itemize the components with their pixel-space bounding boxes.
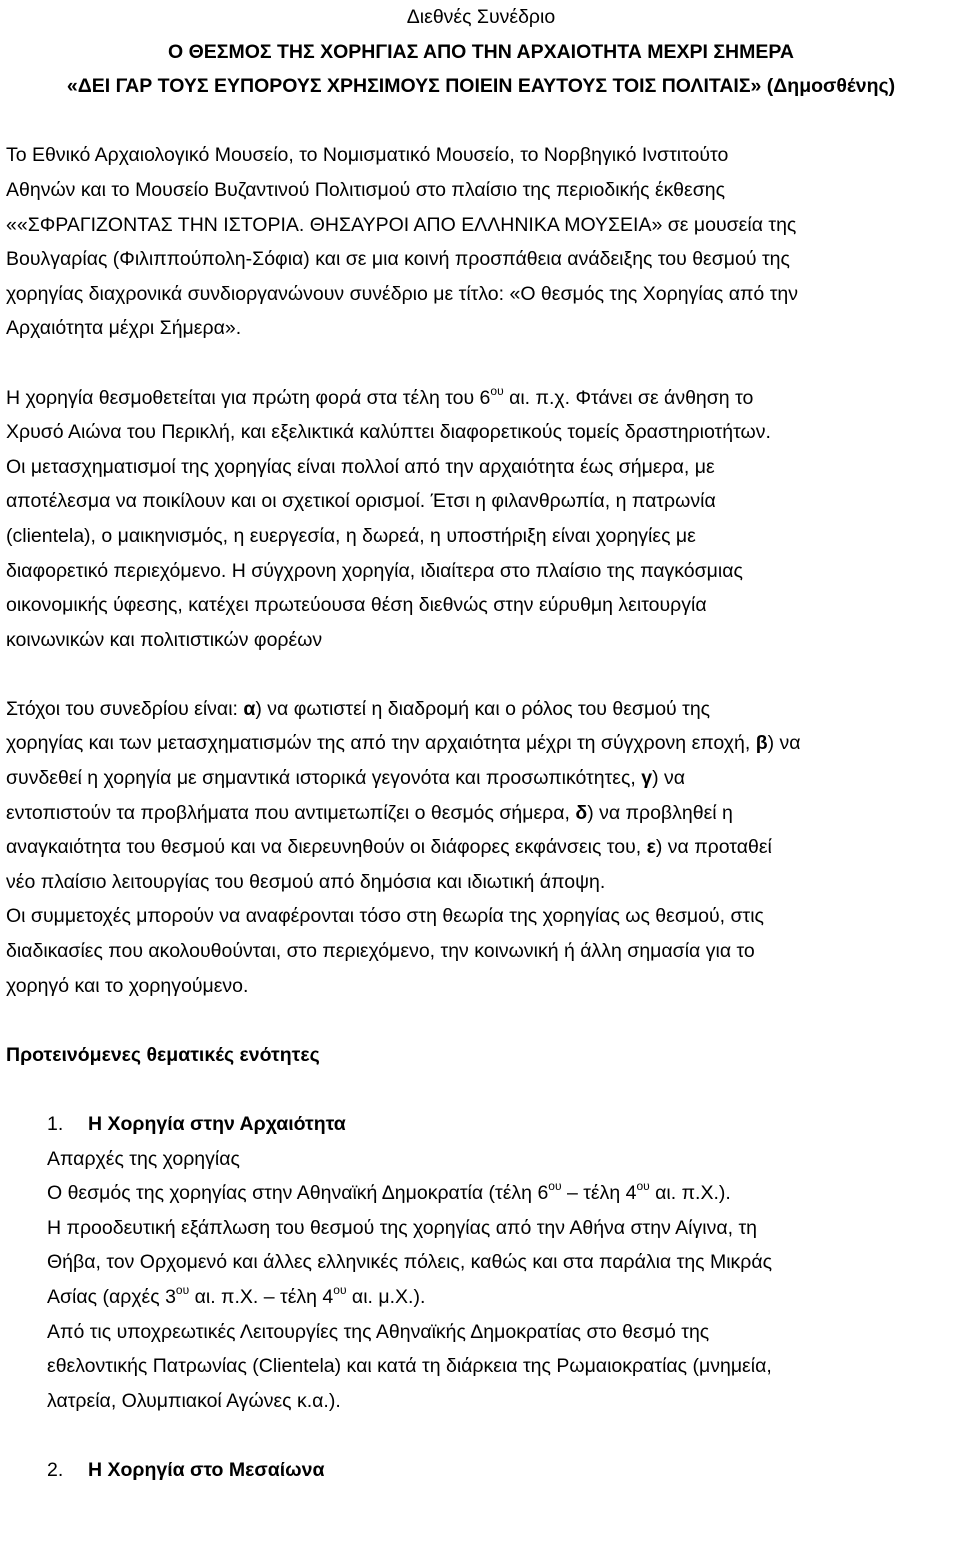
goal-marker: γ: [641, 767, 653, 790]
text-line: Το Εθνικό Αρχαιολογικό Μουσείο, το Νομισματικό Μουσείο, το Νορβηγικό Ινστιτούτο: [6, 144, 729, 167]
text-line: Βουλγαρίας (Φιλιππούπολη-Σόφια) και σε μια κοινή προσπάθεια ανάδειξης του θεσμού της: [6, 248, 790, 271]
text-line: εντοπιστούν τα προβλήματα που αντιμετωπίζει ο θεσμός σήμερα, δ) να προβληθεί η: [6, 801, 733, 824]
text-line: Ο θεσμός της χορηγίας στην Αθηναϊκή Δημοκρατία (τέλη $6^{o\upsilon}$ – τέλη $4^{o\upsilon}$ αι. π.Χ.).: [47, 1179, 731, 1205]
text-line: χορηγό και το χορηγούμενο.: [6, 974, 249, 997]
text-line: οικονομικής ύφεσης, κατέχει πρωτεύουσα θέση διεθνώς στην εύρυθμη λειτουργία: [6, 594, 707, 617]
text-line: Χρυσό Αιώνα του Περικλή, και εξελικτικά καλύπτει διαφορετικούς τομείς δραστηριοτήτων.: [6, 421, 771, 444]
history-paragraph: [6, 381, 956, 658]
ordinal-superscript: ου: [490, 383, 504, 398]
intro-paragraph: [6, 138, 956, 346]
topic-title: 1. Η Χορηγία στην Αρχαιότητα: [6, 1107, 956, 1142]
text-line: (clientela), ο μαικηνισμός, η ευεργεσία, η δωρεά, η υποστήριξη είναι χορηγίες με: [6, 524, 696, 547]
text-line: Απαρχές της χορηγίας: [47, 1147, 240, 1170]
topic-item-1: [6, 1107, 956, 1418]
conference-title: Ο ΘΕΣΜΟΣ ΤΗΣ ΧΟΡΗΓΙΑΣ ΑΠΟ ΤΗΝ ΑΡΧΑΙΟΤΗΤΑ ΜΕΧΡΙ ΣΗΜΕΡΑ: [168, 40, 794, 63]
text-line: συνδεθεί η χορηγία με σημαντικά ιστορικά γεγονότα και προσωπικότητες, γ) να: [6, 767, 686, 790]
text-line: χορηγίας και των μετασχηματισμών της από την αρχαιότητα μέχρι τη σύγχρονη εποχή, β) να: [6, 732, 801, 755]
text-line: αποτέλεσμα να ποικίλουν και οι σχετικοί ορισμοί. Έτσι η φιλανθρωπία, η πατρωνία: [6, 490, 716, 513]
text-line: αναγκαιότητα του θεσμού και να διερευνηθούν οι διάφορες εκφάνσεις του, ε) να προταθεί: [6, 836, 772, 859]
text-line: Οι μετασχηματισμοί της χορηγίας είναι πολλοί από την αρχαιότητα έως σήμερα, με: [6, 455, 715, 478]
goal-marker: α: [243, 697, 256, 720]
document-page: [6, 0, 956, 1488]
text-line: διαφορετικό περιεχόμενο. Η σύγχρονη χορηγία, ιδιαίτερα στο πλαίσιο της παγκόσμιας: [6, 559, 743, 582]
list-number: 1.: [47, 1113, 64, 1135]
text-line: Οι συμμετοχές μπορούν να αναφέρονται τόσο στη θεωρία της χορηγίας ως θεσμού, στις: [6, 905, 764, 928]
text-line: Αρχαιότητα μέχρι Σήμερα».: [6, 317, 242, 340]
conference-motto: «ΔΕΙ ΓΑΡ ΤΟΥΣ ΕΥΠΟΡΟΥΣ ΧΡΗΣΙΜΟΥΣ ΠΟΙΕΙΝ ΕΑΥΤΟΥΣ ΤΟΙΣ ΠΟΛΙΤΑΙΣ» (Δημοσθένης): [66, 75, 896, 98]
text-line: Η προοδευτική εξάπλωση του θεσμού της χορηγίας από την Αθήνα στην Αίγινα, τη: [47, 1216, 757, 1239]
text-line: χορηγίας διαχρονικά συνδιοργανώνουν συνέδριο με τίτλο: «Ο θεσμός της Χορηγίας από την: [6, 282, 798, 305]
text-line: λατρεία, Ολυμπιακοί Αγώνες κ.α.).: [47, 1389, 341, 1412]
text-line: Η χορηγία θεσμοθετείται για πρώτη φορά στα τέλη του $6^{o\upsilon}$ αι. π.χ. Φτάνει σε άνθηση το: [6, 383, 754, 409]
goal-marker: ε: [646, 836, 656, 859]
topic-item-2: [6, 1453, 956, 1488]
text-line: διαδικασίες που ακολουθούνται, στο περιεχόμενο, την κοινωνική ή άλλη σημασία για το: [6, 940, 755, 963]
list-number: 2.: [47, 1458, 64, 1481]
text-line: Θήβα, τον Ορχομενό και άλλες ελληνικές πόλεις, καθώς και στα παράλια της Μικράς: [47, 1251, 773, 1274]
conference-label: Διεθνές Συνέδριο: [406, 6, 556, 28]
text-line: νέο πλαίσιο λειτουργίας του θεσμού από δημόσια και ιδιωτική άποψη.: [6, 870, 606, 893]
text-line: Ασίας (αρχές $3^{o\upsilon}$ αι. π.Χ. – τέλη $4^{o\upsilon}$ αι. μ.Χ.).: [47, 1282, 426, 1308]
text-line: εθελοντικής Πατρωνίας (Clientela) και κατά τη διάρκεια της Ρωμαιοκρατίας (μνημεία,: [47, 1355, 772, 1378]
topic-title: 2. Η Χορηγία στο Μεσαίωνα: [6, 1453, 956, 1488]
goal-marker: δ: [575, 801, 588, 824]
text-line: ««ΣΦΡΑΓΙΖΟΝΤΑΣ ΤΗΝ ΙΣΤΟΡΙΑ. ΘΗΣΑΥΡΟΙ ΑΠΟ ΕΛΛΗΝΙΚΑ ΜΟΥΣΕΙΑ» σε μουσεία της: [6, 213, 797, 236]
text-line: κοινωνικών και πολιτιστικών φορέων: [6, 628, 323, 651]
goal-marker: β: [755, 732, 768, 755]
text-line: Αθηνών και το Μουσείο Βυζαντινού Πολιτισμού στο πλαίσιο της περιοδικής έκθεσης: [6, 178, 725, 201]
text-line: Από τις υποχρεωτικές Λειτουργίες της Αθηναϊκής Δημοκρατίας στο θεσμό της: [47, 1320, 710, 1343]
text-line: Στόχοι του συνεδρίου είναι: α) να φωτιστεί η διαδρομή και ο ρόλος του θεσμού της: [6, 697, 711, 720]
topics-heading: Προτεινόμενες θεματικές ενότητες: [6, 1043, 320, 1066]
goals-paragraph: [6, 692, 956, 1003]
